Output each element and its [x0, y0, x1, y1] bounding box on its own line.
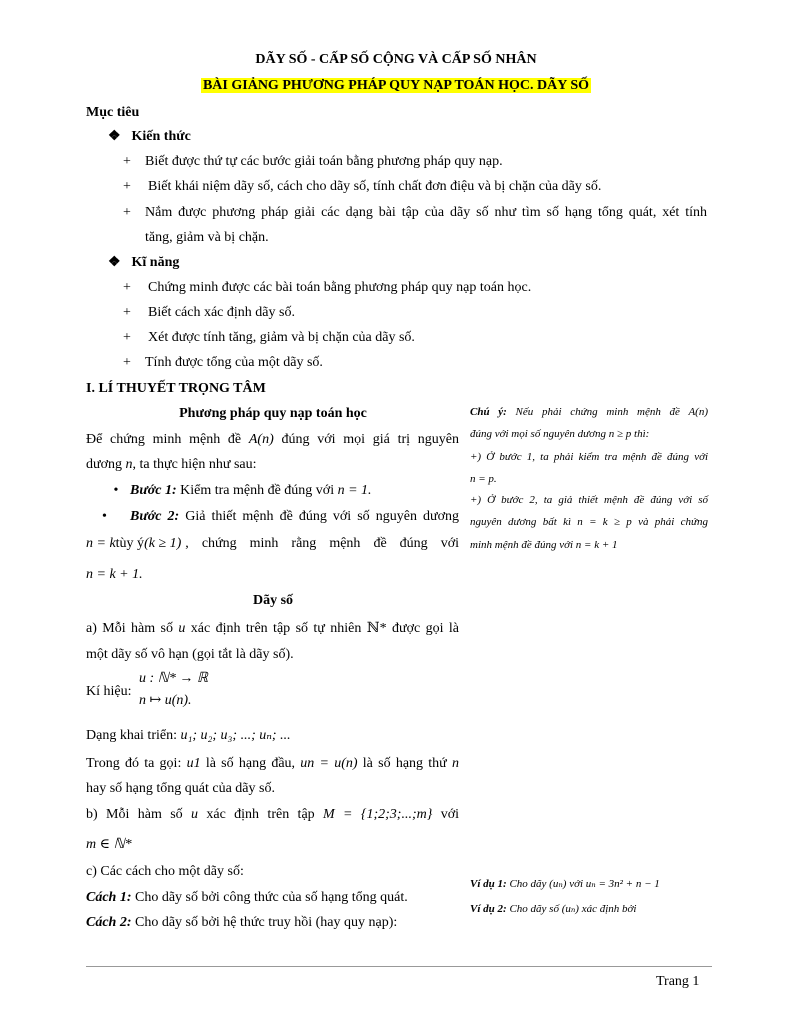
plus-bullet: + — [123, 355, 131, 370]
knowledge-item — [123, 153, 503, 171]
text: a) Mỗi hàm số — [86, 621, 179, 636]
skill-item-text: Biết cách xác định dãy số. — [148, 305, 295, 320]
text: với — [432, 807, 459, 822]
lesson-title — [0, 78, 792, 94]
step-1 — [102, 482, 372, 500]
skill-item-text: Tính được tổng của một dãy số. — [145, 355, 323, 370]
text: Trong đó ta gọi: — [86, 756, 187, 771]
side-note-line4: n = p. — [470, 473, 497, 485]
plus-bullet: + — [123, 305, 131, 320]
step-2 — [102, 508, 459, 526]
knowledge-item — [123, 204, 707, 222]
example-label: Ví dụ 1: — [470, 878, 507, 890]
side-note-line2: đúng với mọi số nguyên dương n ≥ p thì: — [470, 428, 650, 440]
step-label: Bước 2: — [130, 509, 180, 524]
plus-bullet: + — [123, 280, 131, 295]
math: n — [452, 756, 460, 771]
step-2-line2 — [86, 535, 459, 553]
text: tùy ý — [115, 536, 145, 551]
math: u1 — [186, 756, 201, 771]
definition-b-line1 — [86, 806, 459, 824]
math: M = {1;2;3;...;m} — [323, 807, 433, 822]
definition-b-line2: m ∈ ℕ* — [86, 837, 132, 852]
knowledge-item-text: Nắm được phương pháp giải các dạng bài tập của dãy số như tìm số hạng tổng quát, xét tính — [145, 205, 707, 220]
objectives-heading: Mục tiêu — [86, 105, 140, 120]
text: Cho dãy số bởi công thức của số hạng tổng quát. — [131, 890, 408, 905]
text: đúng với mọi giá trị nguyên — [273, 432, 459, 447]
knowledge-item-text: Biết được thứ tự các bước giải toán bằng phương pháp quy nạp. — [145, 154, 503, 169]
diamond-bullet-icon: ❖ — [108, 255, 121, 270]
footer-divider — [86, 966, 712, 967]
math: un = u(n) — [300, 756, 358, 771]
way-label: Cách 1: — [86, 890, 132, 905]
skill-item-text: Chứng minh được các bài toán bằng phương pháp quy nạp toán học. — [148, 280, 532, 295]
text: , chứng minh rằng mệnh đề đúng với — [185, 536, 459, 551]
side-note-line7: minh mệnh đề đúng với n = k + 1 — [470, 539, 618, 551]
notation-map-top: u : ℕ* → ℝ — [139, 671, 208, 686]
plus-bullet: + — [123, 179, 131, 194]
example-label: Ví dụ 2: — [470, 903, 507, 915]
side-note-line5: +) Ở bước 2, ta giả thiết mệnh đề đúng với số — [470, 494, 708, 506]
math: u₁; u₂; u₃; ...; uₙ; ... — [180, 728, 291, 743]
math: n = 1. — [337, 483, 372, 498]
induction-intro-line2 — [86, 456, 257, 474]
text: dương — [86, 457, 126, 472]
terms-line1 — [86, 755, 459, 773]
step-2-line3: n = k + 1. — [86, 567, 143, 582]
math: u — [191, 807, 199, 822]
text: Giả thiết mệnh đề đúng với số nguyên dương — [179, 509, 459, 524]
example-1 — [470, 877, 660, 892]
text: Kiểm tra mệnh đề đúng với — [176, 483, 338, 498]
note-label: Chú ý: — [470, 406, 507, 418]
knowledge-item — [123, 178, 601, 196]
text: xác định trên tập — [198, 807, 324, 822]
diamond-bullet-icon: ❖ — [108, 129, 121, 144]
math: ℕ* — [366, 621, 387, 636]
knowledge-item-text: Biết khái niệm dãy số, cách cho dãy số, tính chất đơn điệu và bị chặn của dãy số. — [148, 179, 602, 194]
text: b) Mỗi hàm số — [86, 807, 192, 822]
terms-line2: hay số hạng tổng quát của dãy số. — [86, 781, 275, 796]
way-label: Cách 2: — [86, 915, 132, 930]
knowledge-heading-text: Kiến thức — [131, 129, 191, 144]
induction-intro-line1 — [86, 431, 459, 449]
plus-bullet: + — [123, 154, 131, 169]
text: được gọi là — [386, 621, 460, 636]
lesson-title-text: BÀI GIẢNG PHƯƠNG PHÁP QUY NẠP TOÁN HỌC. DÃY SỐ — [202, 78, 590, 93]
text: xác định trên tập số tự nhiên — [185, 621, 367, 636]
way-1 — [86, 889, 408, 907]
text: là số hạng đầu, — [200, 756, 301, 771]
section-heading: I. LÍ THUYẾT TRỌNG TÂM — [86, 381, 266, 396]
definition-c: c) Các cách cho một dãy số: — [86, 864, 244, 879]
bullet-dot-icon: • — [102, 509, 107, 524]
math: u — [178, 621, 186, 636]
text: Cho dãy (uₙ) với uₙ = 3n² + n − 1 — [506, 878, 660, 890]
text: Cho dãy số (uₙ) xác định bởi — [506, 903, 637, 915]
math: (k ≥ 1) — [144, 536, 182, 551]
side-note-line6: nguyên dương bất kì n = k ≥ p và phải chứng — [470, 516, 708, 528]
side-note-line3: +) Ở bước 1, ta phải kiểm tra mệnh đề đúng với — [470, 451, 708, 463]
skill-item — [123, 279, 531, 297]
skills-heading-text: Kĩ năng — [131, 255, 180, 270]
text: Cho dãy số bởi hệ thức truy hồi (hay quy nạp): — [131, 915, 398, 930]
page-number: Trang 1 — [656, 974, 700, 989]
skill-item — [123, 354, 323, 372]
text: Dạng khai triển: — [86, 728, 181, 743]
bullet-dot-icon: • — [113, 483, 119, 498]
knowledge-heading — [108, 128, 191, 146]
sequence-heading: Dãy số — [252, 593, 294, 608]
notation-label: Kí hiệu: — [86, 684, 132, 699]
definition-a-line1 — [86, 620, 459, 638]
text: , ta thực hiện như sau: — [132, 457, 257, 472]
math: A(n) — [248, 432, 274, 447]
text: Để chứng minh mệnh đề — [86, 432, 249, 447]
math: n = k — [86, 536, 116, 551]
side-note-line1 — [470, 405, 708, 420]
way-2 — [86, 914, 397, 932]
math: n — [125, 457, 133, 472]
document-title: DÃY SỐ - CẤP SỐ CỘNG VÀ CẤP SỐ NHÂN — [255, 52, 537, 67]
skill-item — [123, 329, 415, 347]
notation-map-bottom: n ↦ u(n). — [139, 693, 192, 708]
skill-item-text: Xét được tính tăng, giảm và bị chặn của dãy số. — [148, 330, 415, 345]
plus-bullet: + — [123, 205, 131, 220]
skill-item — [123, 304, 295, 322]
induction-heading: Phương pháp quy nạp toán học — [179, 406, 367, 421]
plus-bullet: + — [123, 330, 131, 345]
step-label: Bước 1: — [130, 483, 177, 498]
example-2 — [470, 902, 636, 917]
definition-a-line2: một dãy số vô hạn (gọi tắt là dãy số). — [86, 647, 294, 662]
text: là số hạng thứ — [357, 756, 453, 771]
text: Nếu phải chứng minh mệnh đề A(n) — [506, 406, 708, 418]
knowledge-item-continued: tăng, giảm và bị chặn. — [145, 230, 269, 245]
skills-heading — [108, 254, 179, 272]
expanded-form — [86, 727, 291, 745]
